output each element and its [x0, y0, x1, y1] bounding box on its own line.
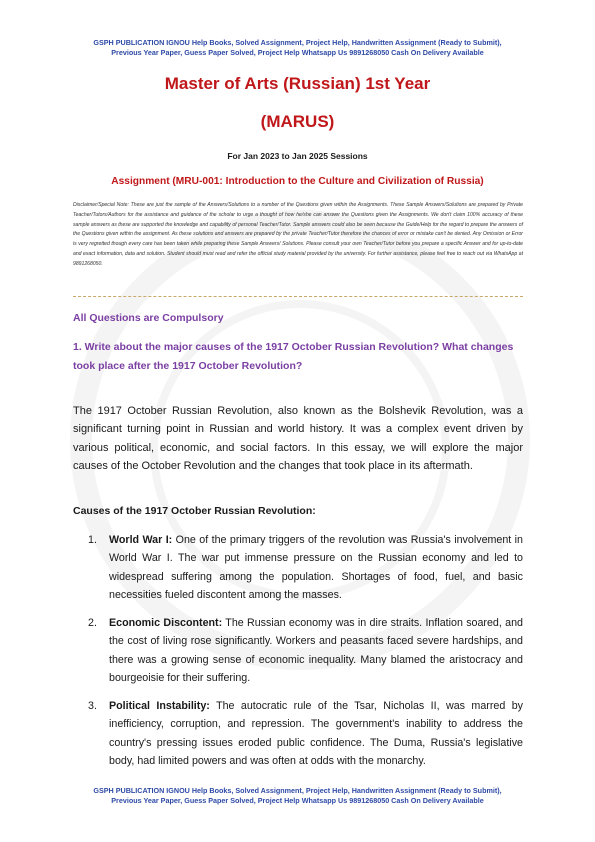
cause-term: Economic Discontent: [109, 617, 223, 629]
cause-text: One of the primary triggers of the revolution was Russia's involvement in World War I. The war put immense pressure on the Russian economy and led to widespread suffering among the population. Shortages of food, fuel, and basic necessities fueled discontent among the masses. [109, 534, 524, 601]
page-footer [40, 786, 555, 806]
list-number: 3. [88, 700, 97, 712]
assignment-title: Assignment (MRU-001: Introduction to the Culture and Civilization of Russia) [111, 176, 484, 187]
compulsory-note: All Questions are Compulsory [73, 312, 224, 324]
list-number: 2. [88, 617, 97, 629]
cause-text: The Russian economy was in dire straits. Inflation soared, and the cost of living rose significantly. Workers and peasants faced severe hardships, and there was a growing sense of economic inequality. Many blamed the aristocracy and bourgeoisie for their suffering. [109, 617, 523, 684]
divider [73, 296, 523, 297]
sessions-line: For Jan 2023 to Jan 2025 Sessions [227, 151, 368, 161]
disclaimer-text: Disclaimer/Special Note: These are just the sample of the Answers/Solutions to a number of the Questions given within the Assignments. These Sample Answers/Solutions are prepared by Private Teacher/Tutors/Authors for the assistance and guidance of the scholar to urge a thought of how he/she can answer the Questions given the Assignments. We don't claim 100% accuracy of these sample answers as these are supported the knowledge and capability of personal Teacher/Tutor. Sample answers could also be seen because the Guide/Help for the regard to prepare the answers of the Questions given within the assignment. As these solutions and answers are prepared by the private Teacher/Tutor therefore the chances of error or mistake can't be denied. Any Omission or Error is very regretted though every care has been taken while preparing these Sample Answers/ Solutions. Please consult your own Teacher/Tutor before you prepare a specific Answer and for up-to-date and exact information, data and solution. Student should must read and refer the official study material provided by the university. For further assistance, please feel free to reach out via WhatsApp at 9891268050. [73, 202, 523, 267]
list-item [88, 697, 523, 770]
cause-term: World War I: [109, 534, 173, 546]
intro-paragraph: The 1917 October Russian Revolution, also known as the Bolshevik Revolution, was a significant turning point in Russian and world history. It was a complex event driven by various political, economic, and social factors. In this essay, we will explore the major causes of the October Revolution and the changes that took place in its aftermath. [73, 405, 523, 472]
cause-text: The autocratic rule of the Tsar, Nicholas II, was marred by inefficiency, corruption, and repression. The government's inability to address the country's pressing issues eroded public confidence. The Duma, Russia's legislative body, had limited powers and was often at odds with the monarchy. [109, 700, 523, 767]
document-title: Master of Arts (Russian) 1st Year [164, 74, 431, 93]
cause-term: Political Instability: [109, 700, 210, 712]
footer-line-2: Previous Year Paper, Guess Paper Solved, Project Help Whatsapp Us 9891268050 Cash On Delivery Available [111, 796, 484, 805]
list-item [88, 614, 523, 687]
page-header [40, 38, 555, 58]
footer-line-1: GSPH PUBLICATION IGNOU Help Books, Solved Assignment, Project Help, Handwritten Assignment (Ready to Submit), [93, 786, 502, 795]
header-line-2: Previous Year Paper, Guess Paper Solved, Project Help Whatsapp Us 9891268050 Cash On Delivery Available [111, 48, 484, 57]
list-number: 1. [88, 534, 97, 546]
list-item [88, 531, 523, 604]
causes-heading: Causes of the 1917 October Russian Revolution: [73, 505, 316, 517]
programme-code: (MARUS) [260, 112, 335, 131]
question-1: 1. Write about the major causes of the 1917 October Russian Revolution? What changes took place after the 1917 October Revolution? [73, 341, 514, 372]
header-line-1: GSPH PUBLICATION IGNOU Help Books, Solved Assignment, Project Help, Handwritten Assignment (Ready to Submit), [93, 38, 502, 47]
